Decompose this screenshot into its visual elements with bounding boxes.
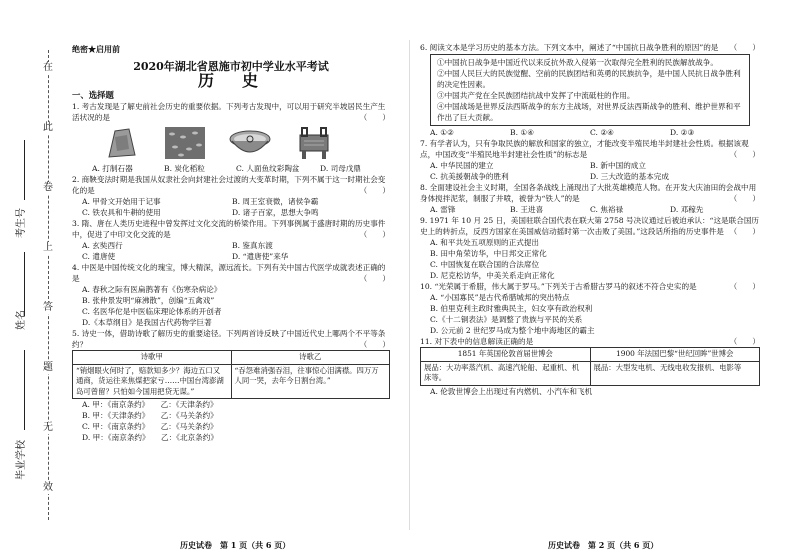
options — [430, 237, 760, 281]
option-b[interactable]: B. 王进喜 — [510, 205, 544, 214]
option-a[interactable]: A. 伦敦世博会上出现过有内燃机、小汽车和飞机 — [430, 386, 593, 396]
question-stem: 10. “光荣属于希腊，伟大属于罗马。”下列关于古希腊古罗马的叙述不符合史实的是 — [420, 282, 697, 291]
section-heading: 一、选择题 — [72, 90, 114, 100]
question-stem: 9. 1971 年 10 月 25 日，美国驻联合国代表在联大第 2758 号决议通过后被迫承认：“这是联合国历史上的转折点，反西方国家在美国威信动摇时第一次击败了美国。”这段话所指的历史事件是 — [420, 216, 760, 236]
option-a[interactable]: A. 甲骨文开始用于记事 — [82, 197, 161, 206]
expo-1851-exhibits: 展品：大功率蒸汽机、高速汽轮船、起重机、机床等。 — [421, 361, 591, 385]
exam-number-field[interactable] — [24, 140, 25, 200]
seal-char: 卷 — [43, 182, 53, 193]
question-stem: 11. 对下表中的信息解读正确的是 — [420, 337, 534, 346]
subject-title: 历 史 — [197, 71, 264, 90]
question-stem: 8. 全面建设社会主义时期，全国各条战线上涌现出了大批英雄模范人物。在开发大庆油田的会战中用身体搅拌泥浆，制服了井喷，被誉为“铁人”的是 — [420, 183, 757, 203]
question-stem: 7. 有学者认为，只有争取民族的解放和国家的独立，才能改变半殖民地半封建社会性质。根据该观点，中国改变“半殖民地半封建社会性质”的标志是 — [420, 139, 749, 159]
seal-char: 无 — [43, 422, 53, 433]
options — [430, 292, 760, 336]
question-8 — [420, 182, 760, 204]
options — [92, 163, 390, 174]
statement-1: ①中国抗日战争是中国近代以来反抗外敌入侵第一次取得完全胜利的民族解放战争。 — [437, 58, 718, 67]
option-a[interactable]: A. 中华民国的建立 — [430, 161, 494, 170]
option-b[interactable]: B. 张仲景发明“麻沸散”，创编“五禽戏” — [82, 296, 215, 305]
option-d[interactable]: D. 诸子百家，思想大争鸣 — [232, 208, 319, 217]
question-3 — [72, 218, 390, 240]
answer-paren: （ ） — [359, 113, 390, 122]
seal-line — [48, 50, 49, 520]
seal-char: 效 — [43, 482, 53, 493]
question-11 — [420, 336, 760, 347]
question-stem: 5. 诗史一体，借助诗歌了解历史的重要途径。下列两首诗反映了中国近代史上哪两个不平等条约？ — [72, 329, 386, 349]
painted-pottery-basin-image — [228, 125, 272, 161]
seal-char: 在 — [43, 62, 53, 73]
option-a[interactable]: A. 雷锋 — [430, 205, 456, 214]
name-field[interactable] — [24, 252, 25, 316]
page-2-footer: 历史试卷 第 2 页（共 6 页） — [548, 540, 659, 550]
statement-2: ②中国人民巨大的民族觉醒、空前的民族团结和英勇的民族抗争，是中国人民抗日战争胜利的决定性因素。 — [437, 69, 741, 89]
question-stem: 1. 考古发现是了解史前社会历史的重要依据。下列考古发现中，可以用于研究半坡居民生产生活状况的是 — [72, 102, 386, 122]
option-d[interactable]: D. 甲：《南京条约》 乙：《北京条约》 — [82, 433, 218, 442]
options — [82, 240, 390, 262]
option-a[interactable]: A. “小国寡民”是古代希腊城邦的突出特点 — [430, 293, 570, 302]
poem-table — [72, 350, 390, 399]
option-c[interactable]: C. 焦裕禄 — [590, 205, 624, 214]
answer-paren: （ ） — [729, 194, 760, 203]
option-c[interactable]: C. 甲：《南京条约》 乙：《马关条约》 — [82, 422, 218, 431]
question-4 — [72, 262, 390, 284]
statement-4: ④中国战场是世界反法西斯战争的东方主战场，对世界反法西斯战争的胜利、维护世界和平作出了巨大贡献。 — [437, 102, 741, 122]
expo-1900-exhibits: 展品：大型发电机、无线电收发报机、电影等 — [590, 361, 760, 385]
option-b[interactable]: B. 炭化稻粒 — [164, 164, 205, 173]
option-a[interactable]: A. 甲：《南京条约》 乙：《天津条约》 — [82, 400, 218, 409]
option-a[interactable]: A. ①② — [430, 128, 454, 137]
school-field[interactable] — [24, 350, 25, 430]
question-stem: 3. 隋、唐在人类历史进程中曾发挥过文化交流的桥梁作用。下列事例属于盛唐时期的历史事件中，促进了中印文化交流的是 — [72, 219, 386, 239]
carbonized-rice-image — [163, 125, 207, 161]
answer-paren: （ ） — [359, 230, 390, 239]
answer-paren: （ ） — [729, 227, 760, 236]
poem-b-text: “吞怨难消强吞泪，往事惊心泪满襟。四万万人同一哭，去年今日割台湾。” — [231, 364, 390, 399]
option-d[interactable]: D. 司母戊鼎 — [320, 164, 362, 173]
question-stem: 2. 商鞅变法时期是我国从奴隶社会向封建社会过渡的大变革时期，下列不属于这一时期社会变化的是 — [72, 175, 386, 195]
options — [430, 160, 760, 182]
page-1-footer: 历史试卷 第 1 页（共 6 页） — [180, 540, 291, 550]
option-b[interactable]: B. 伯里克利主政时雅典民主，妇女享有政治权利 — [430, 304, 593, 313]
binding-margin — [0, 0, 62, 560]
option-a[interactable]: A. 春秋之际有医扁鹊著有《伤寒杂病论》 — [82, 285, 222, 294]
exam-number-label: 考生号 — [16, 208, 27, 238]
seal-char: 题 — [43, 362, 53, 373]
poem-b-heading: 诗歌乙 — [231, 351, 390, 365]
option-b[interactable]: B. 周王室衰微，诸侯争霸 — [232, 197, 319, 206]
option-b[interactable]: B. 田中角荣访华，中日邦交正常化 — [430, 249, 547, 258]
option-c[interactable]: C. 抗美援朝战争的胜利 — [430, 172, 509, 181]
answer-paren: （ ） — [729, 337, 760, 346]
artifact-images — [90, 125, 390, 163]
seal-char: 答 — [43, 302, 53, 313]
options — [430, 204, 760, 215]
options — [82, 196, 390, 218]
answer-paren: （ ） — [729, 150, 760, 159]
question-stem: 6. 阅读文本是学习历史的基本方法。下列文本中，阐述了“中国抗日战争胜利的原因”的是 — [420, 43, 719, 52]
option-b[interactable]: B. 鉴真东渡 — [232, 241, 273, 250]
option-c[interactable]: C. 铁农具和牛耕的使用 — [82, 208, 161, 217]
options — [82, 399, 390, 443]
poem-a-heading: 诗歌甲 — [73, 351, 232, 365]
option-d[interactable]: D.《本草纲目》是我国古代药物学巨著 — [82, 318, 212, 327]
option-a[interactable]: A. 打制石器 — [92, 164, 133, 173]
statement-3: ③中国共产党在全民族团结抗战中发挥了中流砥柱的作用。 — [437, 91, 635, 100]
option-a[interactable]: A. 和平共处五项原则的正式提出 — [430, 238, 540, 247]
expo-table — [420, 347, 760, 386]
option-d[interactable]: D. 公元前 2 世纪罗马成为整个地中海地区的霸主 — [430, 326, 595, 335]
option-d[interactable]: D. “遣唐使”来华 — [232, 252, 289, 261]
option-c[interactable]: C. 名医华佗是中医临床理论体系的开创者 — [82, 307, 222, 316]
seal-char: 此 — [43, 122, 53, 133]
question-10 — [420, 281, 760, 292]
options — [82, 284, 390, 328]
question-9 — [420, 215, 760, 237]
option-d[interactable]: D. 三大改造的基本完成 — [590, 172, 669, 181]
school-label: 毕业学校 — [16, 440, 27, 480]
option-c[interactable]: C. 遣唐使 — [82, 252, 116, 261]
expo-1900-heading: 1900 年法国巴黎“世纪回眸”世博会 — [590, 348, 760, 362]
question-5 — [72, 328, 390, 350]
option-c[interactable]: C. 人面鱼纹彩陶盆 — [236, 164, 300, 173]
answer-paren: （ ） — [359, 274, 390, 283]
option-d[interactable]: D. ②③ — [670, 128, 695, 137]
answer-paren: （ ） — [359, 186, 390, 195]
answer-paren: （ ） — [359, 340, 390, 349]
question-7 — [420, 138, 760, 160]
exam-title: 2020年湖北省恩施市初中学业水平考试 — [133, 60, 329, 73]
statement-box — [430, 54, 750, 126]
option-c[interactable]: C.《十二铜表法》是调整了贵族与平民的关系 — [430, 315, 583, 324]
bronze-ding-image — [292, 125, 336, 161]
page-1 — [72, 36, 390, 443]
seal-char: 上 — [43, 242, 53, 253]
page-divider — [409, 40, 410, 530]
option-b[interactable]: B. ①④ — [510, 128, 535, 137]
question-2 — [72, 174, 390, 196]
answer-paren: （ ） — [729, 282, 760, 291]
expo-1851-heading: 1851 年英国伦敦首届世博会 — [421, 348, 591, 362]
secret-mark: 绝密★启用前 — [72, 44, 120, 54]
page-2 — [420, 36, 760, 397]
option-a[interactable]: A. 玄奘西行 — [82, 241, 123, 250]
question-6 — [420, 42, 760, 53]
option-b[interactable]: B. 新中国的成立 — [590, 161, 646, 170]
option-c[interactable]: C. 中国恢复在联合国的合法席位 — [430, 260, 540, 269]
name-label: 姓名 — [16, 310, 27, 330]
option-d[interactable]: D. 邓稼先 — [670, 205, 704, 214]
stone-tool-image — [99, 125, 143, 161]
option-b[interactable]: B. 甲：《天津条约》 乙：《马关条约》 — [82, 411, 218, 420]
question-stem: 4. 中医是中国传统文化的瑰宝，博大精深，源远流长。下列有关中国古代医学成就表述正确的是 — [72, 263, 386, 283]
option-c[interactable]: C. ②④ — [590, 128, 614, 137]
answer-paren: （ ） — [729, 43, 760, 52]
question-1 — [72, 101, 390, 123]
poem-a-text: “销烟眼火何时了，赔款知多少？海边五口又通商，货运往来焦煤把家亏……中国台湾澎湖岛可曾留？只怕如今国用把贷无谋。” — [73, 364, 232, 399]
option-d[interactable]: D. 尼克松访华，中美关系走向正常化 — [430, 271, 555, 280]
options — [430, 127, 760, 138]
